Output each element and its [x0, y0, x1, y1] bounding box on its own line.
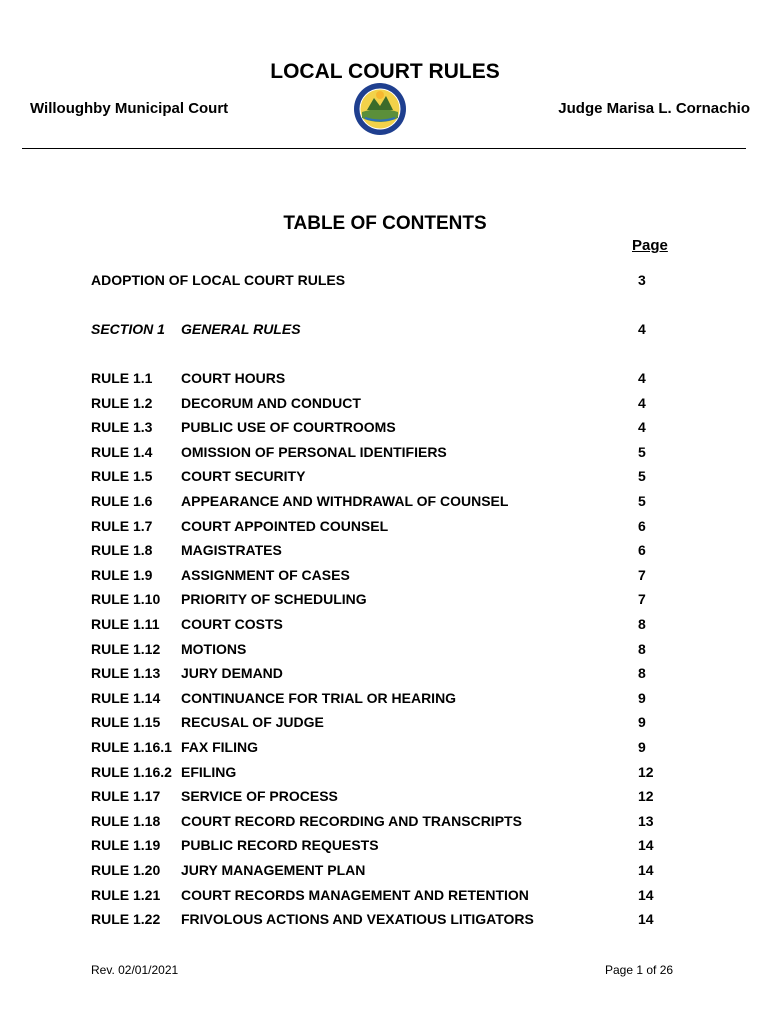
toc-rule-number: RULE 1.11: [91, 616, 160, 632]
toc-rule-number: RULE 1.20: [91, 862, 161, 878]
toc-rule-title: DECORUM AND CONDUCT: [181, 395, 361, 411]
toc-rule-title: JURY DEMAND: [181, 665, 283, 681]
toc-rule-page: 9: [638, 714, 646, 730]
toc-rule-page: 14: [638, 837, 654, 853]
toc-rule-page: 14: [638, 862, 654, 878]
toc-rule-title: PUBLIC RECORD REQUESTS: [181, 837, 379, 853]
toc-rule-number: RULE 1.22: [91, 911, 161, 927]
toc-rule-number: RULE 1.5: [91, 468, 153, 484]
toc-rule-number: RULE 1.16.1: [91, 739, 172, 755]
toc-rule-page: 4: [638, 419, 646, 435]
toc-rule-page: 5: [638, 493, 646, 509]
toc-section-title: GENERAL RULES: [181, 321, 301, 337]
document-title: LOCAL COURT RULES: [270, 60, 500, 83]
page-number: Page 1 of 26: [605, 963, 674, 977]
page-column-header: Page: [632, 237, 668, 254]
toc-rule-page: 6: [638, 518, 646, 534]
toc-rule-page: 8: [638, 665, 646, 681]
toc-rule-page: 6: [638, 542, 646, 558]
toc-adoption-page: 3: [638, 272, 646, 288]
toc-rule-title: MAGISTRATES: [181, 542, 282, 558]
toc-rule-number: RULE 1.21: [91, 887, 161, 903]
toc-rule-title: COURT SECURITY: [181, 468, 306, 484]
revision-date: Rev. 02/01/2021: [91, 963, 179, 977]
toc-rule-number: RULE 1.10: [91, 591, 161, 607]
toc-rule-number: RULE 1.13: [91, 665, 161, 681]
toc-rule-page: 12: [638, 764, 654, 780]
toc-rule-title: SERVICE OF PROCESS: [181, 788, 338, 804]
toc-rule-page: 9: [638, 739, 646, 755]
toc-rule-title: COURT RECORDS MANAGEMENT AND RETENTION: [181, 887, 529, 903]
toc-rule-number: RULE 1.9: [91, 567, 153, 583]
toc-rule-number: RULE 1.1: [91, 370, 153, 386]
toc-rule-page: 7: [638, 567, 646, 583]
toc-rule-page: 13: [638, 813, 654, 829]
toc-rule-page: 14: [638, 887, 654, 903]
toc-rule-number: RULE 1.6: [91, 493, 153, 509]
toc-adoption-title: ADOPTION OF LOCAL COURT RULES: [91, 272, 346, 288]
toc-rule-number: RULE 1.18: [91, 813, 161, 829]
header-divider: [22, 148, 746, 149]
toc-rule-title: MOTIONS: [181, 641, 247, 657]
toc-rule-page: 8: [638, 616, 646, 632]
toc-rule-title: PUBLIC USE OF COURTROOMS: [181, 419, 396, 435]
toc-rule-title: COURT HOURS: [181, 370, 286, 386]
toc-rule-number: RULE 1.8: [91, 542, 153, 558]
toc-rule-number: RULE 1.16.2: [91, 764, 172, 780]
toc-rule-title: RECUSAL OF JUDGE: [181, 714, 324, 730]
toc-section-page: 4: [638, 321, 646, 337]
toc-rule-number: RULE 1.14: [91, 690, 161, 706]
toc-rule-page: 12: [638, 788, 654, 804]
court-name: Willoughby Municipal Court: [30, 100, 229, 117]
toc-rule-page: 4: [638, 395, 646, 411]
toc-rule-number: RULE 1.17: [91, 788, 161, 804]
toc-rule-page: 9: [638, 690, 646, 706]
toc-rule-page: 4: [638, 370, 646, 386]
toc-rule-title: CONTINUANCE FOR TRIAL OR HEARING: [181, 690, 457, 706]
toc-rule-title: OMISSION OF PERSONAL IDENTIFIERS: [181, 444, 447, 460]
toc-rule-title: COURT APPOINTED COUNSEL: [181, 518, 389, 534]
toc-rule-number: RULE 1.4: [91, 444, 153, 460]
toc-rule-page: 5: [638, 468, 646, 484]
toc-title: TABLE OF CONTENTS: [283, 213, 487, 234]
judge-name: Judge Marisa L. Cornachio: [558, 100, 750, 117]
toc-rule-page: 14: [638, 911, 654, 927]
toc-rule-number: RULE 1.7: [91, 518, 153, 534]
toc-rule-title: FRIVOLOUS ACTIONS AND VEXATIOUS LITIGATORS: [181, 911, 534, 927]
toc-rule-title: JURY MANAGEMENT PLAN: [181, 862, 366, 878]
toc-rule-title: PRIORITY OF SCHEDULING: [181, 591, 367, 607]
toc-rule-title: APPEARANCE AND WITHDRAWAL OF COUNSEL: [181, 493, 509, 509]
toc-rule-number: RULE 1.19: [91, 837, 161, 853]
toc-rule-number: RULE 1.3: [91, 419, 153, 435]
toc-rule-title: EFILING: [181, 764, 237, 780]
toc-rule-number: RULE 1.15: [91, 714, 161, 730]
toc-rule-title: ASSIGNMENT OF CASES: [181, 567, 350, 583]
toc-rule-title: COURT RECORD RECORDING AND TRANSCRIPTS: [181, 813, 522, 829]
toc-rule-page: 5: [638, 444, 646, 460]
toc-rule-page: 7: [638, 591, 646, 607]
toc-rule-number: RULE 1.12: [91, 641, 161, 657]
toc-rule-number: RULE 1.2: [91, 395, 153, 411]
toc-section-number: SECTION 1: [91, 321, 165, 337]
toc-rule-title: FAX FILING: [181, 739, 258, 755]
toc-rule-title: COURT COSTS: [181, 616, 283, 632]
ohio-state-seal-icon: [353, 82, 407, 136]
toc-rule-page: 8: [638, 641, 646, 657]
